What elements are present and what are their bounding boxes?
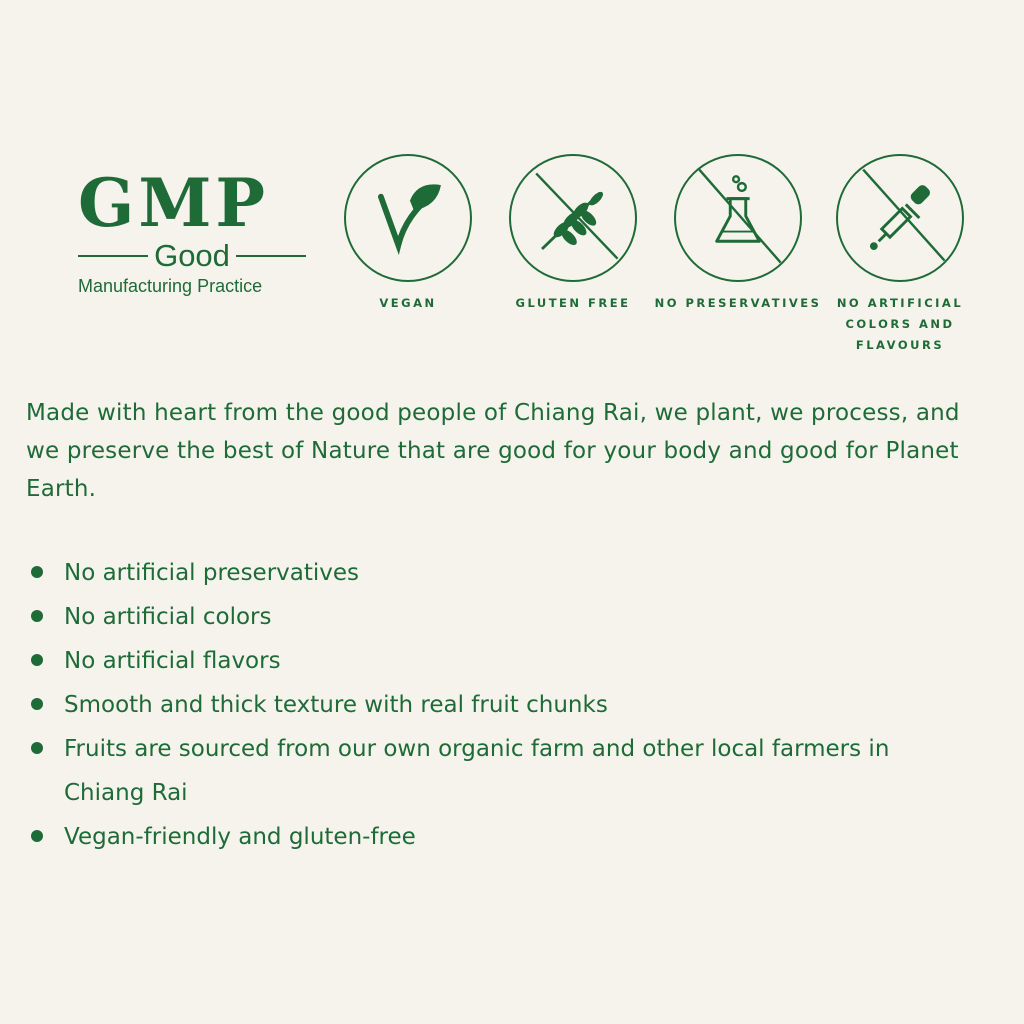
no-flask-icon — [674, 154, 802, 282]
divider — [78, 255, 148, 257]
no-wheat-icon — [509, 154, 637, 282]
badge-label: GLUTEN FREE — [515, 296, 631, 310]
no-dropper-icon — [836, 154, 964, 282]
list-item: No artificial colors — [26, 595, 986, 639]
list-item: Smooth and thick texture with real fruit chunks — [26, 683, 986, 727]
divider — [236, 255, 306, 257]
list-item: Vegan-friendly and gluten-free — [26, 815, 986, 859]
bullet — [31, 654, 43, 666]
list-item: No artificial preservatives — [26, 551, 986, 595]
bullet — [31, 610, 43, 622]
gmp-good-text: Good — [154, 238, 230, 273]
feature-list — [26, 551, 986, 859]
bullet — [31, 698, 43, 710]
intro-paragraph: Made with heart from the good people of Chiang Rai, we plant, we process, and we preserve the best of Nature that are good for your body and good for Planet Earth. — [26, 400, 960, 502]
list-item: No artificial flavors — [26, 639, 986, 683]
badge-gluten-free — [488, 154, 658, 314]
badge-no-preservatives — [653, 154, 823, 314]
badge-vegan — [323, 154, 493, 314]
gmp-logo — [78, 166, 306, 298]
bullet — [31, 742, 43, 754]
badge-label: NO PRESERVATIVES — [654, 296, 822, 310]
bullet — [31, 566, 43, 578]
list-item: Fruits are sourced from our own organic farm and other local farmers in Chiang Rai — [26, 727, 986, 815]
gmp-title: GMP — [78, 164, 270, 242]
badge-no-artificial — [815, 154, 985, 356]
bullet — [31, 830, 43, 842]
badge-label: NO ARTIFICIAL COLORS AND FLAVOURS — [836, 296, 964, 352]
badge-label: VEGAN — [379, 296, 437, 310]
gmp-good-row — [78, 238, 306, 274]
vegan-leaf-icon — [344, 154, 472, 282]
gmp-subtitle: Manufacturing Practice — [78, 276, 263, 296]
